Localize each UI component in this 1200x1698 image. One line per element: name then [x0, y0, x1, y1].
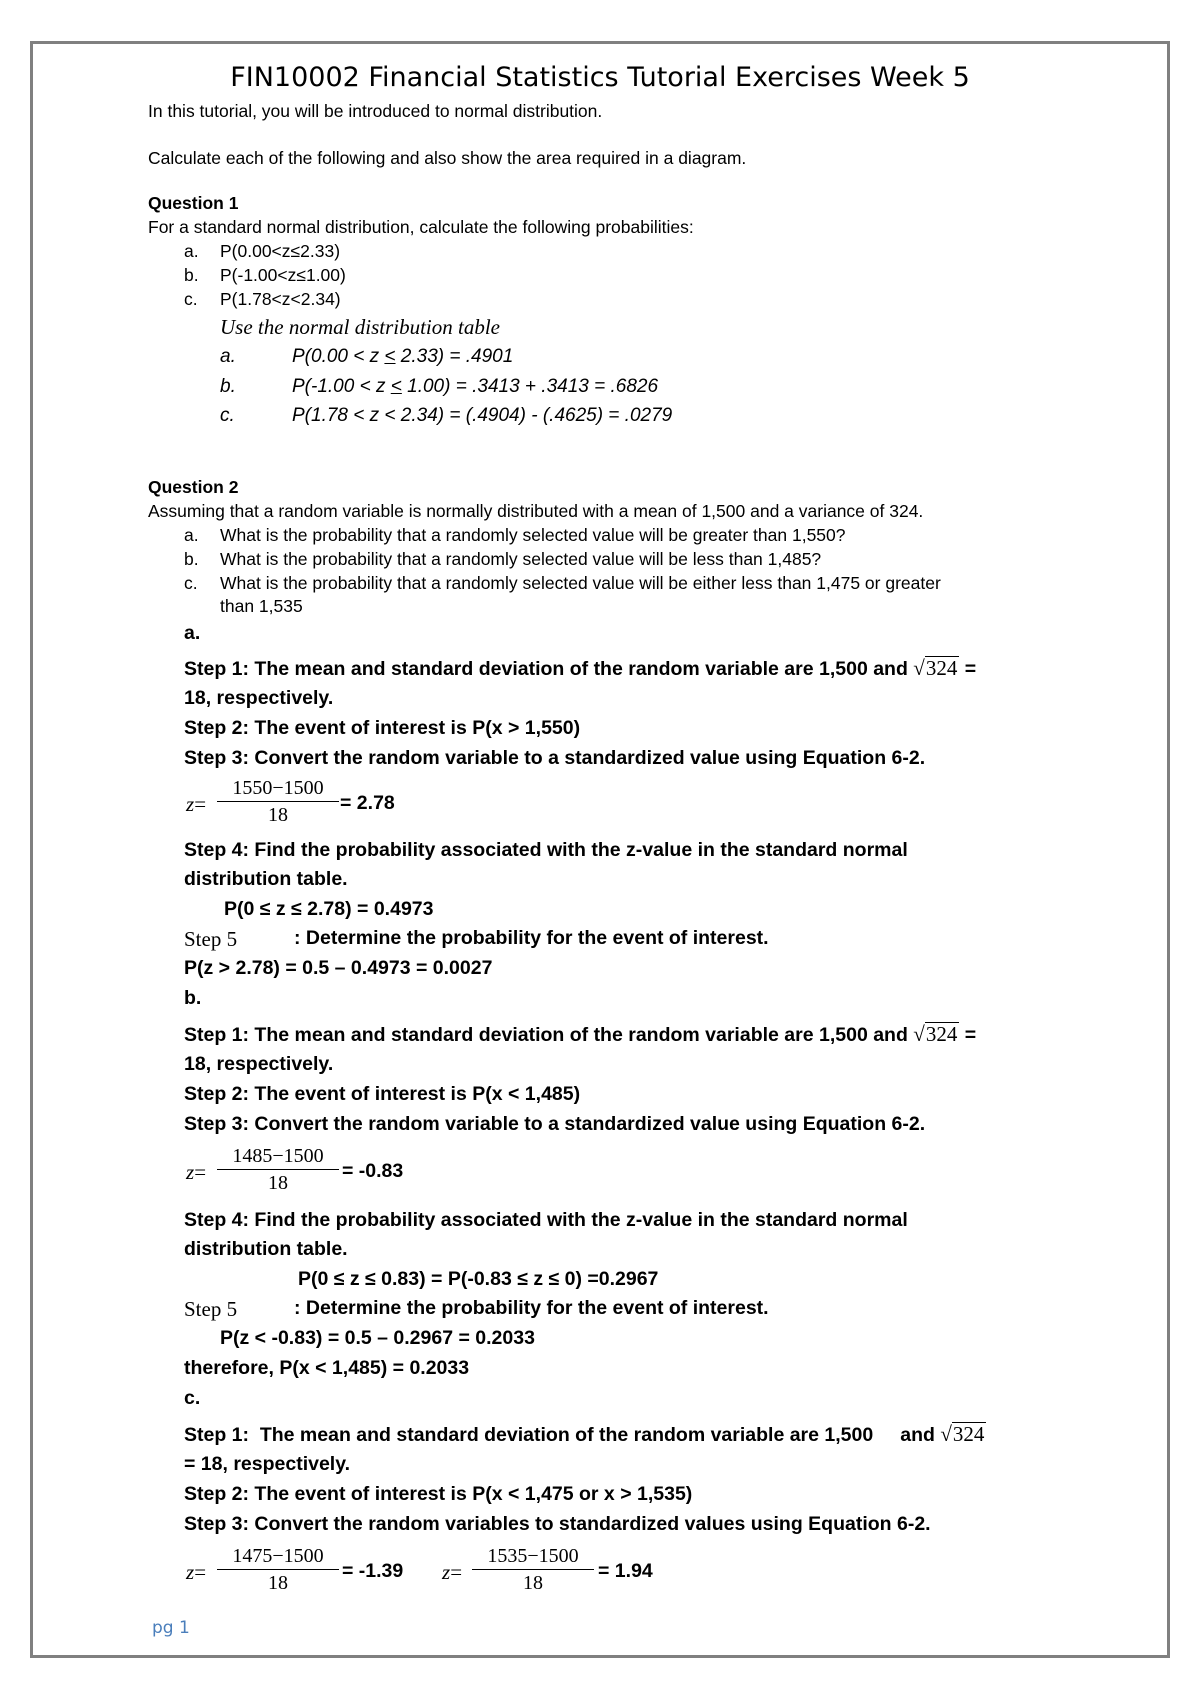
- part-a-step5-label: Step 5: [184, 927, 238, 951]
- part-b-step4-cont: distribution table.: [184, 1238, 348, 1260]
- document-title: FIN10002 Financial Statistics Tutorial Exercises Week 5: [230, 62, 970, 93]
- sqrt-symbol: √324: [940, 1422, 985, 1446]
- part-c-z-result-1: = -1.39: [342, 1560, 404, 1582]
- part-a-probability: P(0 ≤ z ≤ 2.78) = 0.4973: [224, 898, 434, 920]
- q1-item-text: P(1.78<z<2.34): [220, 289, 341, 309]
- part-a-z-result: = 2.78: [340, 792, 395, 814]
- q2-item-text-cont: than 1,535: [220, 596, 303, 616]
- question-1-prompt: For a standard normal distribution, calculate the following probabilities:: [148, 217, 694, 237]
- q2-item-text: What is the probability that a randomly selected value will be greater than 1,550?: [220, 525, 846, 545]
- part-a-label: a.: [184, 622, 201, 644]
- question-2-prompt: Assuming that a random variable is normally distributed with a mean of 1,500 and a variance of 324.: [148, 501, 924, 521]
- question-1-heading: Question 1: [148, 193, 239, 213]
- q2-item-text: What is the probability that a randomly selected value will be less than 1,485?: [220, 549, 822, 569]
- q1-answer-b: P(-1.00 < z < 1.00) = .3413 + .3413 = .6826: [292, 376, 659, 397]
- part-c-step2: Step 2: The event of interest is P(x < 1,475 or x > 1,535): [184, 1483, 693, 1505]
- part-c-z-result-2: = 1.94: [598, 1560, 653, 1582]
- part-b-z-result: = -0.83: [342, 1160, 404, 1182]
- part-a-step2: Step 2: The event of interest is P(x > 1,550): [184, 717, 581, 739]
- part-b-therefore: therefore, P(x < 1,485) = 0.2033: [184, 1357, 470, 1379]
- part-b-probability: P(0 ≤ z ≤ 0.83) = P(-0.83 ≤ z ≤ 0) =0.2967: [298, 1268, 659, 1290]
- part-a-step5-text: : Determine the probability for the event of interest.: [294, 927, 769, 949]
- part-c-fraction-1: $\frac{1475-1500}{18}$: [217, 1544, 339, 1596]
- part-a-step4: Step 4: Find the probability associated with the z-value in the standard normal: [184, 839, 908, 861]
- q1-answer-c: P(1.78 < z < 2.34) = (.4904) - (.4625) = .0279: [292, 405, 673, 426]
- sqrt-symbol: √324: [913, 656, 958, 680]
- q2-item-text: What is the probability that a randomly selected value will be either less than 1,475 or greater: [220, 573, 941, 593]
- q1-item-text: P(-1.00<z≤1.00): [220, 265, 346, 285]
- q1-answer-letter: b.: [220, 376, 236, 397]
- part-a-final: P(z > 2.78) = 0.5 – 0.4973 = 0.0027: [184, 957, 493, 979]
- instruction-text: Calculate each of the following and also show the area required in a diagram.: [148, 148, 747, 168]
- sqrt-symbol: √324: [913, 1022, 958, 1046]
- q1-item-text: P(0.00<z≤2.33): [220, 241, 341, 261]
- part-b-fraction: $\frac{1485-1500}{18}$: [217, 1144, 339, 1196]
- part-b-step5-text: : Determine the probability for the event of interest.: [294, 1297, 769, 1319]
- part-b-step5-label: Step 5: [184, 1297, 238, 1321]
- q1-item-letter: a.: [184, 241, 199, 261]
- page-number: pg 1: [152, 1618, 190, 1638]
- q2-item-letter: c.: [184, 573, 198, 593]
- part-c-label: c.: [184, 1387, 201, 1409]
- q1-answer-letter: c.: [220, 405, 235, 426]
- part-b-label: b.: [184, 987, 202, 1009]
- q2-item-letter: b.: [184, 549, 199, 569]
- part-a-step1-cont: 18, respectively.: [184, 687, 334, 709]
- part-b-step3: Step 3: Convert the random variable to a standardized value using Equation 6-2.: [184, 1113, 926, 1135]
- q1-answer-letter: a.: [220, 346, 236, 367]
- q1-item-letter: c.: [184, 289, 198, 309]
- part-b-step2: Step 2: The event of interest is P(x < 1,485): [184, 1083, 581, 1105]
- q1-answer-a: P(0.00 < z < 2.33) = .4901: [292, 346, 514, 367]
- part-c-step1-cont: = 18, respectively.: [184, 1453, 351, 1475]
- part-b-z-symbol: z=: [186, 1160, 207, 1184]
- part-a-step3: Step 3: Convert the random variable to a standardized value using Equation 6-2.: [184, 747, 926, 769]
- q1-item-letter: b.: [184, 265, 199, 285]
- intro-text: In this tutorial, you will be introduced to normal distribution.: [148, 101, 603, 121]
- part-c-z-symbol: z=: [186, 1560, 207, 1584]
- part-c-fraction-2: $\frac{1535-1500}{18}$: [472, 1544, 594, 1596]
- part-c-z-symbol: z=: [442, 1560, 463, 1584]
- part-a-step4-cont: distribution table.: [184, 868, 348, 890]
- part-b-step4: Step 4: Find the probability associated with the z-value in the standard normal: [184, 1209, 908, 1231]
- part-c-step1: Step 1: The mean and standard deviation of the random variable are 1,500 and √324: [184, 1422, 985, 1446]
- part-a-fraction: $\frac{1550-1500}{18}$: [217, 776, 339, 828]
- question-2-heading: Question 2: [148, 477, 239, 497]
- part-b-step1-cont: 18, respectively.: [184, 1053, 334, 1075]
- part-a-step1: Step 1: The mean and standard deviation of the random variable are 1,500 and √324 =: [184, 656, 977, 680]
- part-b-final: P(z < -0.83) = 0.5 – 0.2967 = 0.2033: [220, 1327, 535, 1349]
- q1-answer-intro: Use the normal distribution table: [220, 315, 500, 339]
- q2-item-letter: a.: [184, 525, 199, 545]
- part-a-z-symbol: z=: [186, 792, 207, 816]
- part-b-step1: Step 1: The mean and standard deviation of the random variable are 1,500 and √324 =: [184, 1022, 977, 1046]
- part-c-step3: Step 3: Convert the random variables to standardized values using Equation 6-2.: [184, 1513, 931, 1535]
